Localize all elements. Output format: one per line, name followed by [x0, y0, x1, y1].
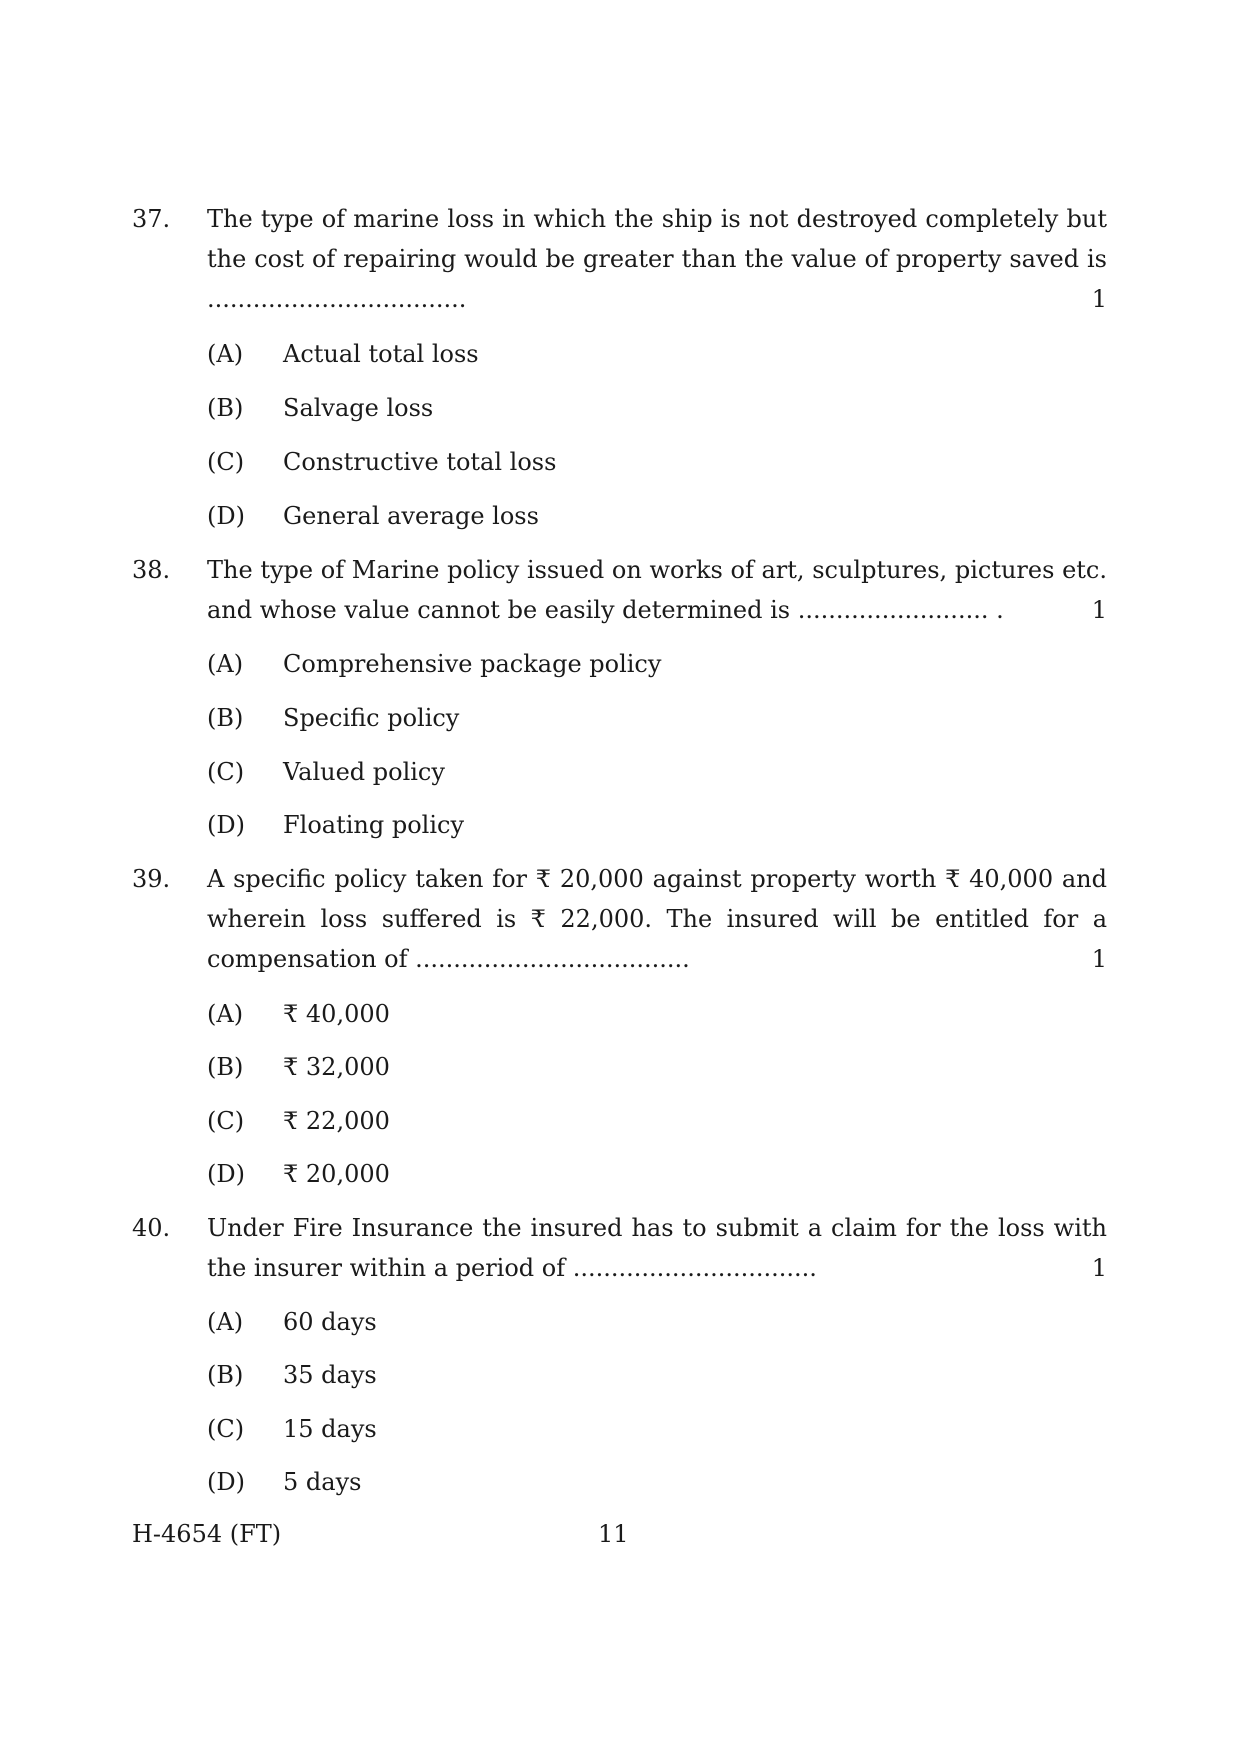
question-number: 40.	[132, 1214, 171, 1242]
option-d	[207, 1154, 390, 1194]
option-letter: (D)	[207, 811, 245, 839]
option-text: Specific policy	[283, 704, 460, 732]
question-number: 39.	[132, 865, 171, 893]
option-text: Actual total loss	[283, 340, 479, 368]
option-text: Valued policy	[283, 758, 445, 786]
option-letter: (B)	[207, 704, 244, 732]
option-b	[207, 698, 459, 738]
option-text: 5 days	[283, 1468, 362, 1496]
question-text	[207, 199, 1107, 319]
option-text: Constructive total loss	[283, 448, 557, 476]
question-marks: 1	[1091, 1254, 1107, 1282]
option-letter: (C)	[207, 1415, 245, 1443]
question-text-body: A specific policy taken for ₹ 20,000 against property worth ₹ 40,000 and wherein loss suffered is ₹ 22,000. The insured will be entitled for a compensation of ....................................	[207, 865, 1107, 973]
option-a	[207, 644, 661, 684]
question-text	[207, 859, 1107, 979]
option-text: Comprehensive package policy	[283, 650, 662, 678]
option-c	[207, 1409, 377, 1449]
option-c	[207, 752, 445, 792]
page-number: 11	[598, 1520, 629, 1548]
question-text-body: The type of marine loss in which the ship is not destroyed completely but the cost of repairing would be greater than the value of property saved is ..................................	[207, 205, 1107, 313]
option-text: ₹ 22,000	[283, 1107, 390, 1135]
option-text: ₹ 20,000	[283, 1160, 390, 1188]
option-d	[207, 1462, 361, 1502]
option-d	[207, 496, 539, 536]
option-d	[207, 805, 464, 845]
option-letter: (B)	[207, 1053, 244, 1081]
question-text	[207, 1208, 1107, 1288]
option-c	[207, 442, 556, 482]
option-letter: (B)	[207, 394, 244, 422]
option-c	[207, 1101, 390, 1141]
option-a	[207, 994, 390, 1034]
option-text: 60 days	[283, 1308, 377, 1336]
question-marks: 1	[1091, 285, 1107, 313]
question-text-body: The type of Marine policy issued on works of art, sculptures, pictures etc. and whose value cannot be easily determined is ......................... .	[207, 556, 1107, 624]
option-letter: (A)	[207, 1000, 244, 1028]
option-text: 15 days	[283, 1415, 377, 1443]
option-letter: (D)	[207, 502, 245, 530]
option-letter: (A)	[207, 340, 244, 368]
question-number: 37.	[132, 205, 171, 233]
option-a	[207, 334, 479, 374]
option-letter: (C)	[207, 758, 245, 786]
option-letter: (C)	[207, 1107, 245, 1135]
option-b	[207, 388, 433, 428]
question-text-body: Under Fire Insurance the insured has to submit a claim for the loss with the insurer within a period of ................................	[207, 1214, 1107, 1282]
option-letter: (A)	[207, 650, 244, 678]
option-letter: (D)	[207, 1468, 245, 1496]
option-a	[207, 1302, 377, 1342]
option-b	[207, 1355, 377, 1395]
question-marks: 1	[1091, 945, 1107, 973]
option-letter: (C)	[207, 448, 245, 476]
option-text: Floating policy	[283, 811, 465, 839]
option-text: ₹ 40,000	[283, 1000, 390, 1028]
option-text: Salvage loss	[283, 394, 434, 422]
option-letter: (B)	[207, 1361, 244, 1389]
option-letter: (A)	[207, 1308, 244, 1336]
option-text: 35 days	[283, 1361, 377, 1389]
question-marks: 1	[1091, 596, 1107, 624]
paper-code: H-4654 (FT)	[132, 1520, 282, 1548]
option-letter: (D)	[207, 1160, 245, 1188]
option-text: General average loss	[283, 502, 539, 530]
question-number: 38.	[132, 556, 171, 584]
question-text	[207, 550, 1107, 630]
option-text: ₹ 32,000	[283, 1053, 390, 1081]
option-b	[207, 1047, 390, 1087]
